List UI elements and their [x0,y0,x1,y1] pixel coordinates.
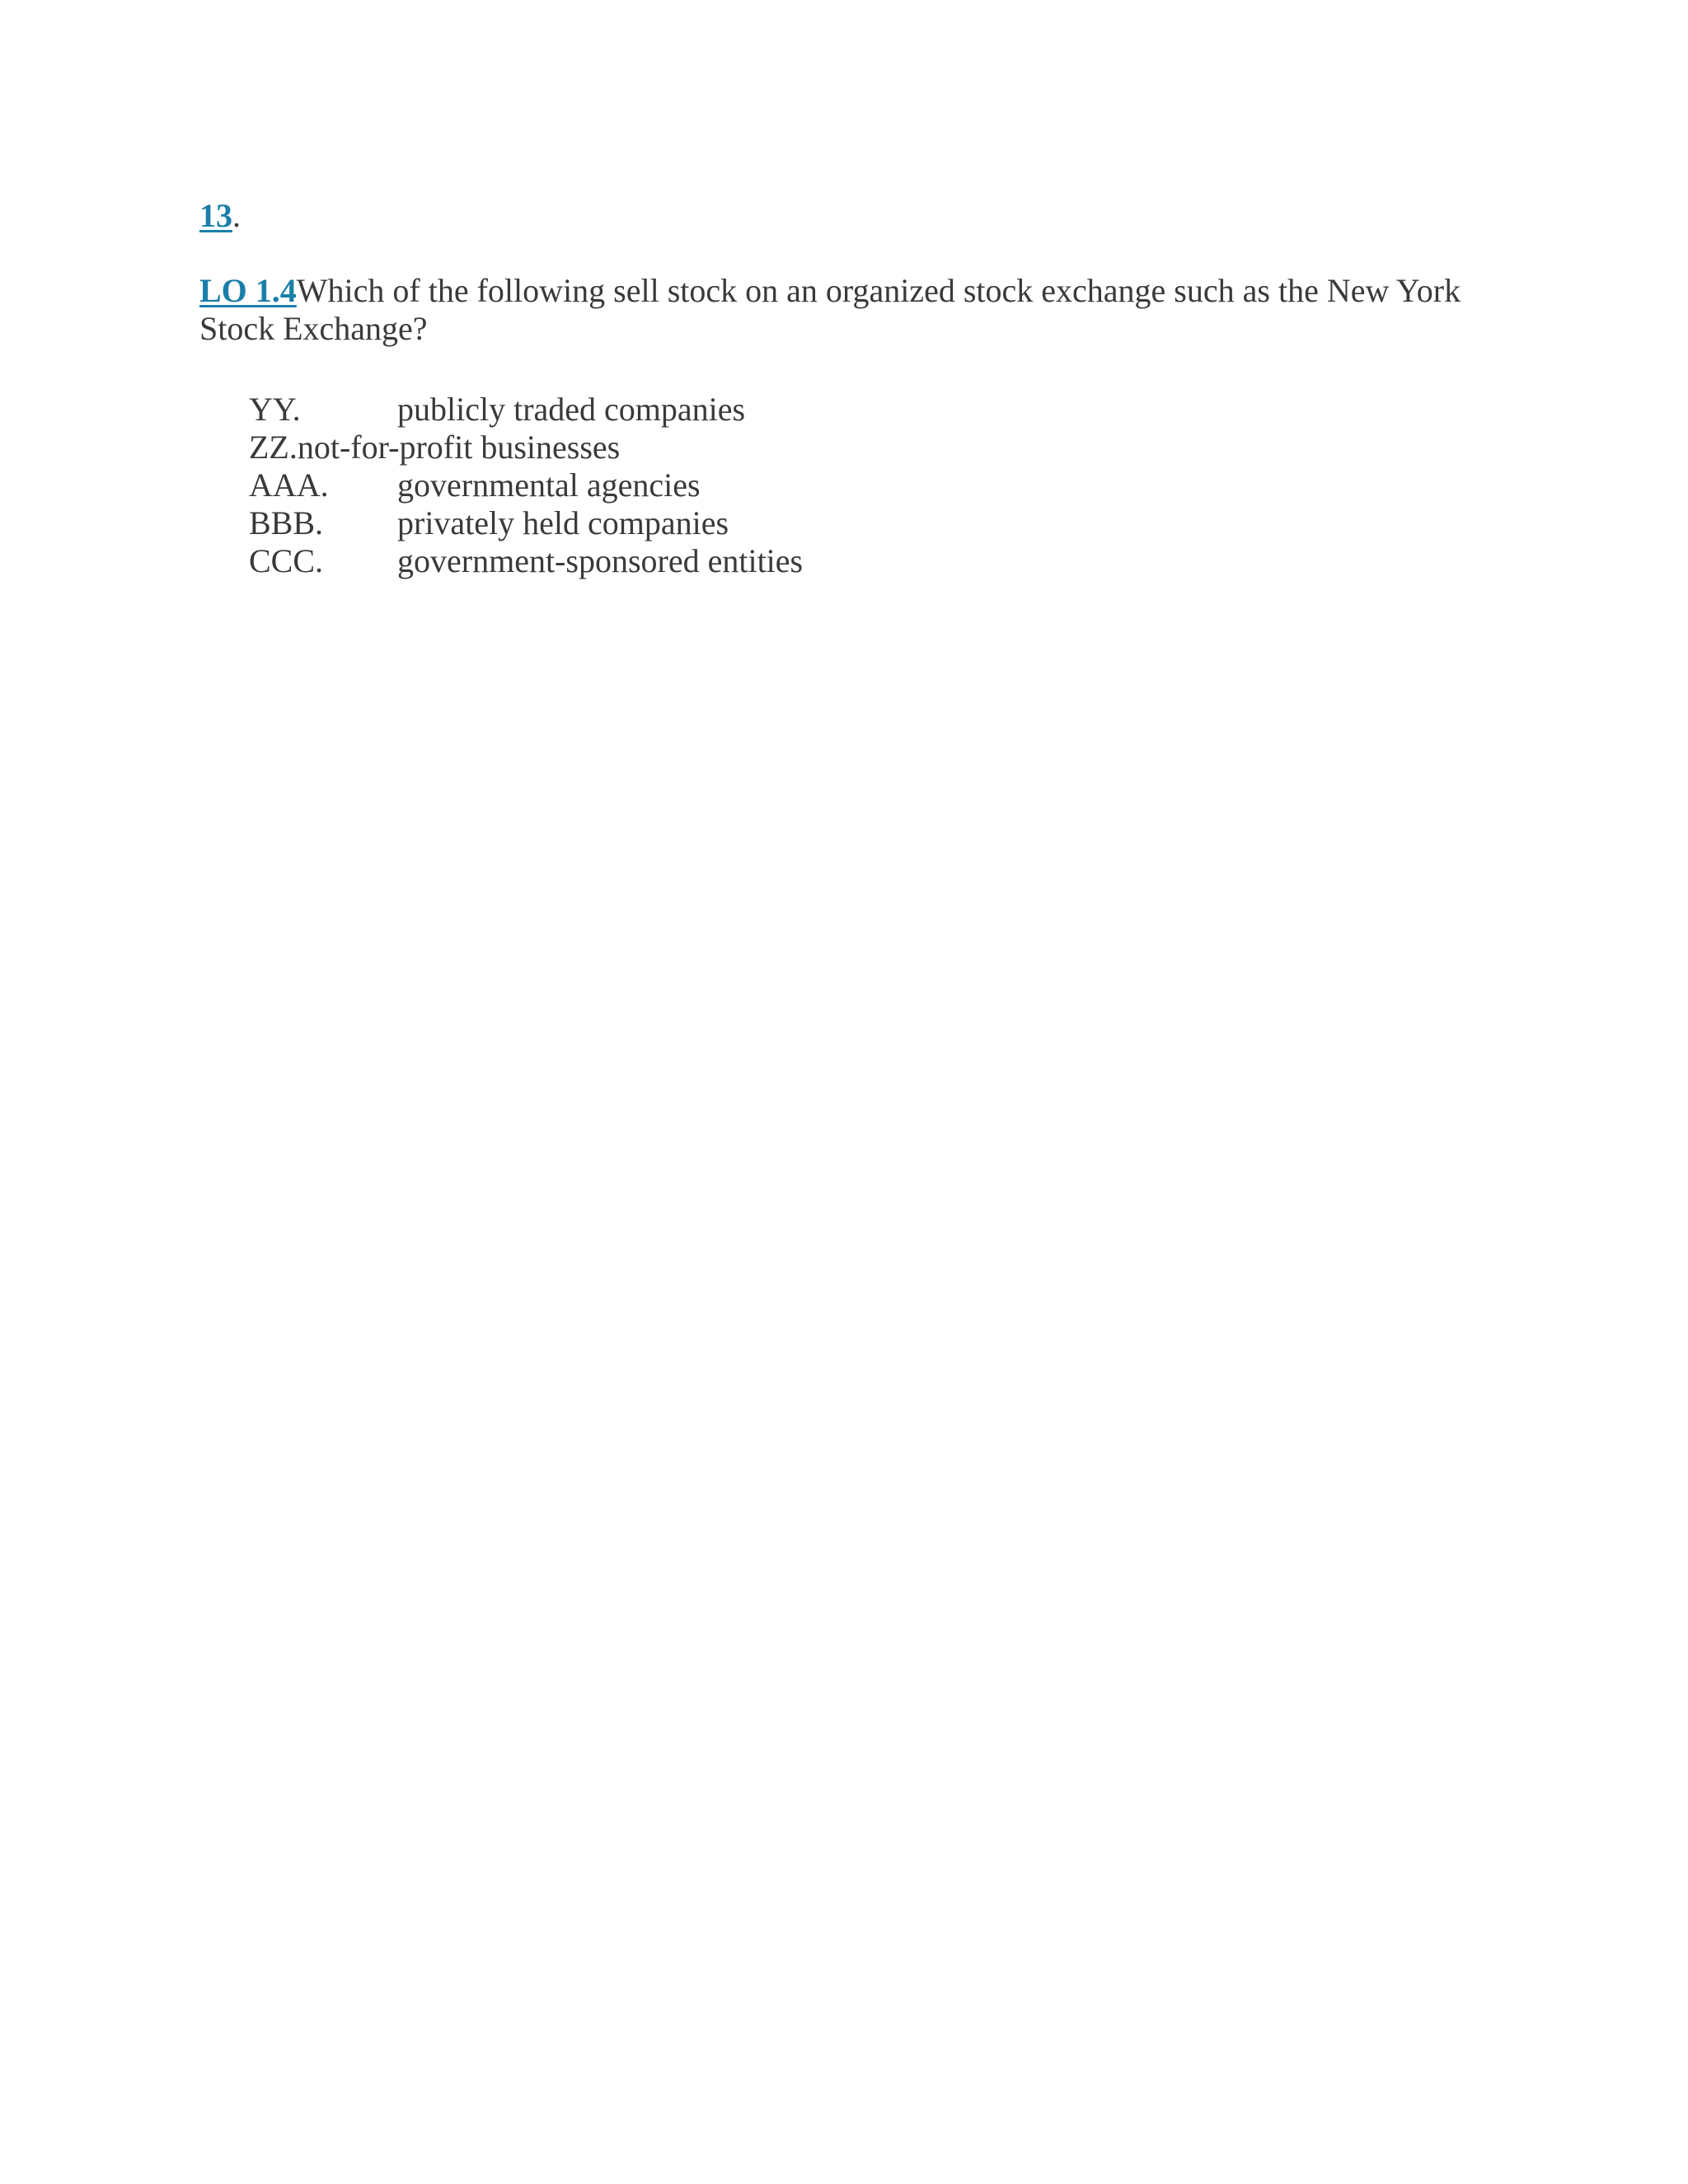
option-text: not-for-profit businesses [297,429,621,466]
question-text: Which of the following sell stock on an organized stock exchange such as the New York Stock Exchange? [199,272,1461,347]
option-aaa [249,466,701,504]
learning-objective-link[interactable]: LO 1.4 [199,272,297,309]
answer-options [249,391,804,580]
option-ccc [249,542,804,580]
option-letter: YY. [249,391,301,428]
option-letter: ZZ. [249,429,298,466]
option-text: privately held companies [397,504,729,541]
question-stem [199,272,1502,348]
option-text: government-sponsored entities [397,542,804,579]
option-text: publicly traded companies [397,391,746,428]
question-number-link[interactable]: 13 [199,197,232,234]
option-yy [249,391,746,429]
question-number-suffix: . [232,197,241,234]
option-text: governmental agencies [397,466,701,504]
question-number-line [199,196,241,236]
option-bbb [249,504,729,542]
option-letter: CCC. [249,542,324,579]
option-letter: BBB. [249,504,324,541]
option-zz [249,429,620,466]
option-letter: AAA. [249,466,329,504]
